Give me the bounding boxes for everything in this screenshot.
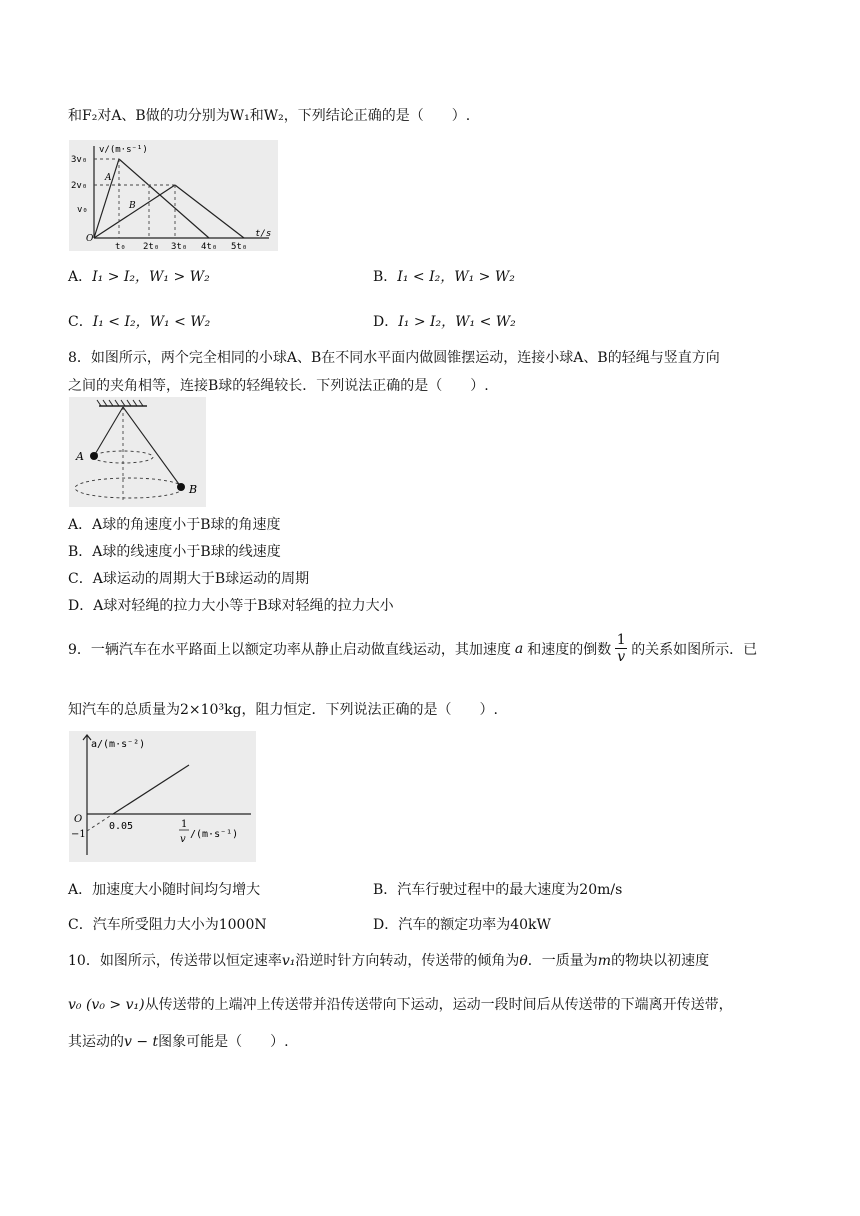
q9-option-d[interactable]: D．汽车的额定功率为40kW [373,917,551,933]
q8-conical-pendulum-figure [69,397,206,507]
svg-text:A: A [76,450,84,463]
svg-text:O: O [74,814,83,825]
q9-option-b[interactable]: B．汽车行驶过程中的最大速度为20m/s [373,882,623,898]
svg-text:2t₀: 2t₀ [143,242,160,251]
svg-text:t₀: t₀ [115,242,126,251]
q7-vt-graph [69,140,278,251]
q7-stem: 和F₂对A、B做的功分别为W₁和W₂，下列结论正确的是（ ）. [68,108,471,124]
svg-text:2v₀: 2v₀ [71,181,88,191]
svg-text:1: 1 [181,819,188,830]
q9-a-inverse-v-graph [69,731,256,862]
svg-text:4t₀: 4t₀ [201,242,218,251]
q7-option-c[interactable]: C．I₁ < I₂，W₁ < W₂ [68,314,211,330]
svg-text:/(m·s⁻¹): /(m·s⁻¹) [190,829,239,840]
ball-b [177,483,185,491]
q8-option-c[interactable]: C．A球运动的周期大于B球运动的周期 [68,571,310,587]
svg-text:0.05: 0.05 [109,821,134,832]
q10-stem-line1: 10．如图所示，传送带以恒定速率v₁沿逆时针方向转动，传送带的倾角为θ．一质量为m的物块以初速度 [68,953,710,969]
q8-stem-line1: 8．如图所示，两个完全相同的小球A、B在不同水平面内做圆锥摆运动，连接小球A、B的轻绳与竖直方向 [68,350,720,366]
q7-y-label: v/(m·s⁻¹) [99,145,148,155]
svg-text:3t₀: 3t₀ [171,242,188,251]
svg-text:v: v [180,834,186,845]
q9-option-c[interactable]: C．汽车所受阻力大小为1000N [68,917,267,933]
q8-stem-line2: 之间的夹角相等，连接B球的轻绳较长．下列说法正确的是（ ）. [68,378,489,394]
q9-stem-line2: 知汽车的总质量为2×10³kg，阻力恒定．下列说法正确的是（ ）. [68,702,498,718]
svg-text:3v₀: 3v₀ [71,155,88,165]
ball-a [90,452,98,460]
q8-option-d[interactable]: D．A球对轻绳的拉力大小等于B球对轻绳的拉力大小 [68,598,394,614]
svg-text:5t₀: 5t₀ [231,242,248,251]
q9-stem-line1: 9．一辆汽车在水平路面上以额定功率从静止启动做直线运动，其加速度 a 和速度的倒数 1 v 的关系如图所示．已 [68,632,758,665]
q10-stem-line3: 其运动的v − t图象可能是（ ）. [68,1034,289,1050]
svg-text:v₀: v₀ [77,205,88,215]
q7-series-b-label: B [129,201,136,211]
svg-text:B: B [189,483,198,496]
q10-stem-line2: v₀ (v₀ > v₁)从传送带的上端冲上传送带并沿传送带向下运动，运动一段时间后从传送带的下端离开传送带， [68,997,733,1013]
q9-fraction: 1 v [616,632,626,665]
q7-option-a[interactable]: A．I₁ > I₂，W₁ > W₂ [68,269,210,285]
q7-option-b[interactable]: B．I₁ < I₂，W₁ > W₂ [373,269,515,285]
q7-series-a-label: A [105,173,112,183]
q8-option-b[interactable]: B．A球的线速度小于B球的线速度 [68,544,281,560]
svg-text:−1: −1 [71,829,86,840]
q8-option-a[interactable]: A．A球的角速度小于B球的角速度 [68,517,281,533]
q9-option-a[interactable]: A．加速度大小随时间均匀增大 [68,882,261,898]
q7-option-d[interactable]: D．I₁ > I₂，W₁ < W₂ [373,314,516,330]
svg-text:t/s: t/s [255,229,272,239]
svg-text:a/(m·s⁻²): a/(m·s⁻²) [91,739,146,750]
svg-text:O: O [86,234,94,244]
